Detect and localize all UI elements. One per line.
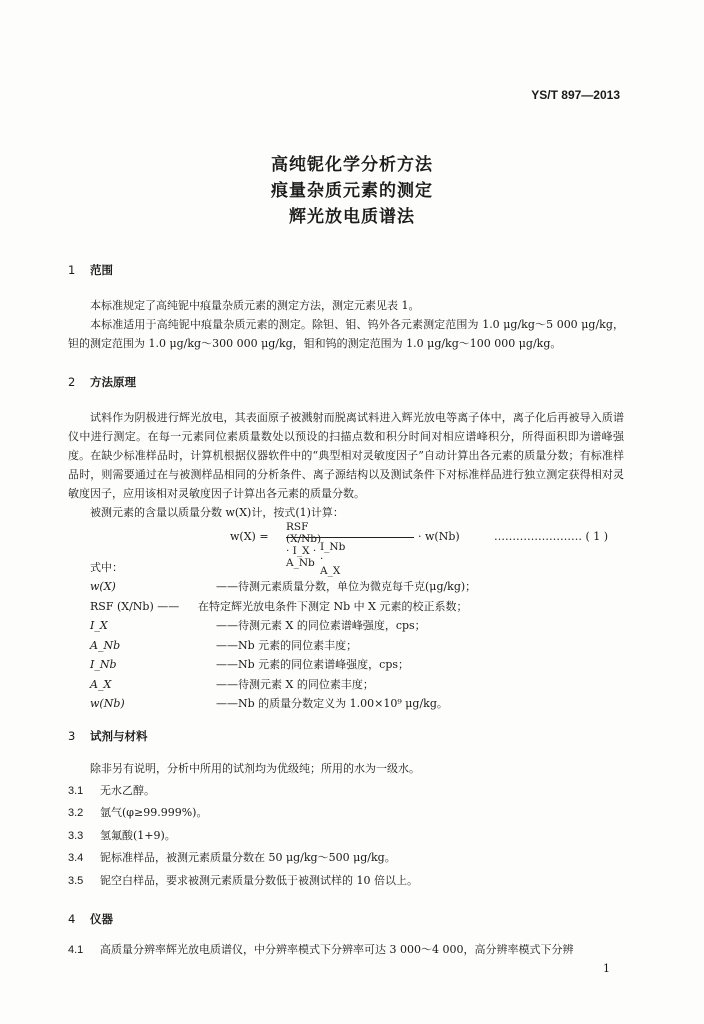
section-title: 方法原理 (90, 375, 136, 389)
symbol-description: ——Nb 元素的同位素丰度； (216, 639, 358, 652)
definition-row (90, 637, 357, 653)
item-text: 铌标准样品，被测元素质量分数在 50 μg/kg～500 μg/kg。 (100, 851, 396, 864)
standard-number: YS/T 897—2013 (531, 88, 620, 102)
item-number: 3.2 (68, 807, 84, 819)
section-3-intro: 除非另有说明，分析中所用的试剂均为优级纯；所用的水为一级水。 (90, 762, 420, 775)
symbol: RSF (X/Nb) —— (90, 600, 180, 613)
formula-label: …………………… ( 1 ) (494, 530, 609, 543)
section-title: 仪器 (90, 912, 113, 926)
section-number: 2 (68, 375, 76, 389)
paragraph: 本标准规定了高纯铌中痕量杂质元素的测定方法，测定元素见表 1。 (90, 299, 420, 312)
symbol-description: ——Nb 的质量分数定义为 1.00×10⁹ μg/kg。 (216, 697, 448, 710)
list-item (68, 872, 418, 888)
formula-lhs: w(X) = (230, 530, 269, 543)
formula-rhs: · w(Nb) (418, 530, 460, 543)
definition-row (90, 656, 409, 672)
definition-row (90, 676, 374, 692)
list-item (68, 827, 176, 843)
document-title-line-3: 辉光放电质谱法 (289, 207, 415, 227)
section-1-body (68, 296, 624, 353)
fraction-bar (286, 537, 414, 538)
item-number: 3.5 (68, 875, 84, 887)
item-text: 氢氟酸(1+9)。 (100, 829, 176, 842)
formula-denominator: I_Nb · A_X (320, 541, 346, 577)
symbol: A_X (90, 678, 112, 691)
item-text: 高质量分辨率辉光放电质谱仪，中分辨率模式下分辨率可达 3 000～4 000，高分辨率模式下分辨 (100, 943, 574, 956)
section-3-heading (68, 728, 148, 744)
section-2-body (68, 408, 624, 522)
item-number: 3.4 (68, 852, 84, 864)
item-text: 无水乙醇。 (100, 784, 155, 797)
symbol: I_X (90, 619, 108, 632)
section-title: 试剂与材料 (90, 729, 148, 743)
section-4-heading (68, 911, 113, 927)
document-title-line-1: 高纯铌化学分析方法 (271, 155, 433, 175)
section-2-heading (68, 374, 136, 390)
item-number: 4.1 (68, 944, 84, 956)
item-number: 3.1 (68, 785, 84, 797)
section-title: 范围 (90, 263, 113, 277)
symbol: w(Nb) (90, 697, 125, 710)
page-number: 1 (603, 962, 610, 975)
section-1-heading (68, 262, 113, 278)
symbol-description: ——Nb 元素的同位素谱峰强度，cps； (216, 658, 410, 671)
symbol-description: ——待测元素 X 的同位素丰度； (216, 678, 374, 691)
paragraph: 本标准适用于高纯铌中痕量杂质元素的测定。除钽、钼、钨外各元素测定范围为 1.0 μg/kg～5 000 μg/kg，钽的测定范围为 1.0 μg/kg～300 000 μg/kg，钼和钨的测定范围为 1.0 μg/kg～100 000 μg/kg。 (68, 318, 624, 350)
item-text: 氩气(φ≥99.999%)。 (100, 806, 208, 819)
symbol-description: 在特定辉光放电条件下测定 Nb 中 X 元素的校正系数； (198, 600, 468, 613)
symbol: A_Nb (90, 639, 121, 652)
list-item (68, 804, 207, 820)
where-label: 式中： (90, 561, 123, 574)
definition-row (90, 695, 448, 711)
formula-numerator: RSF (X/Nb) · I_X · A_Nb (286, 521, 322, 569)
symbol-description: ——待测元素 X 的同位素谱峰强度，cps； (216, 619, 426, 632)
symbol: I_Nb (90, 658, 117, 671)
list-item (68, 941, 628, 957)
paragraph: 被测元素的含量以质量分数 w(X)计，按式(1)计算： (90, 506, 344, 519)
definition-row (90, 578, 476, 594)
paragraph: 试料作为阴极进行辉光放电，其表面原子被溅射而脱离试料进入辉光放电等离子体中，离子化后再被导入质谱仪中进行测定。在每一元素同位素质量数处以预设的扫描点数和积分时间对相应谱峰积分，所得面积即为谱峰强度。在缺少标准样品时，计算机根据仪器软件中的“典型相对灵敏度因子”自动计算出各元素的质量分数；有标准样品时，则需要通过在与被测样品相同的分析条件、离子源结构以及测试条件下对标准样品进行独立测定获得相对灵敏度因子，应用该相对灵敏度因子计算出各元素的质量分数。 (68, 411, 624, 500)
section-number: 1 (68, 263, 76, 277)
section-number: 3 (68, 729, 76, 743)
list-item (68, 849, 396, 865)
section-number: 4 (68, 912, 76, 926)
symbol: w(X) (90, 580, 116, 593)
list-item (68, 782, 155, 798)
item-number: 3.3 (68, 830, 84, 842)
definition-row (90, 598, 467, 614)
definition-row (90, 617, 426, 633)
document-title-line-2: 痕量杂质元素的测定 (271, 181, 433, 201)
item-text: 铌空白样品，要求被测元素质量分数低于被测试样的 10 倍以上。 (100, 874, 418, 887)
symbol-description: ——待测元素质量分数，单位为微克每千克(μg/kg)； (216, 580, 477, 593)
